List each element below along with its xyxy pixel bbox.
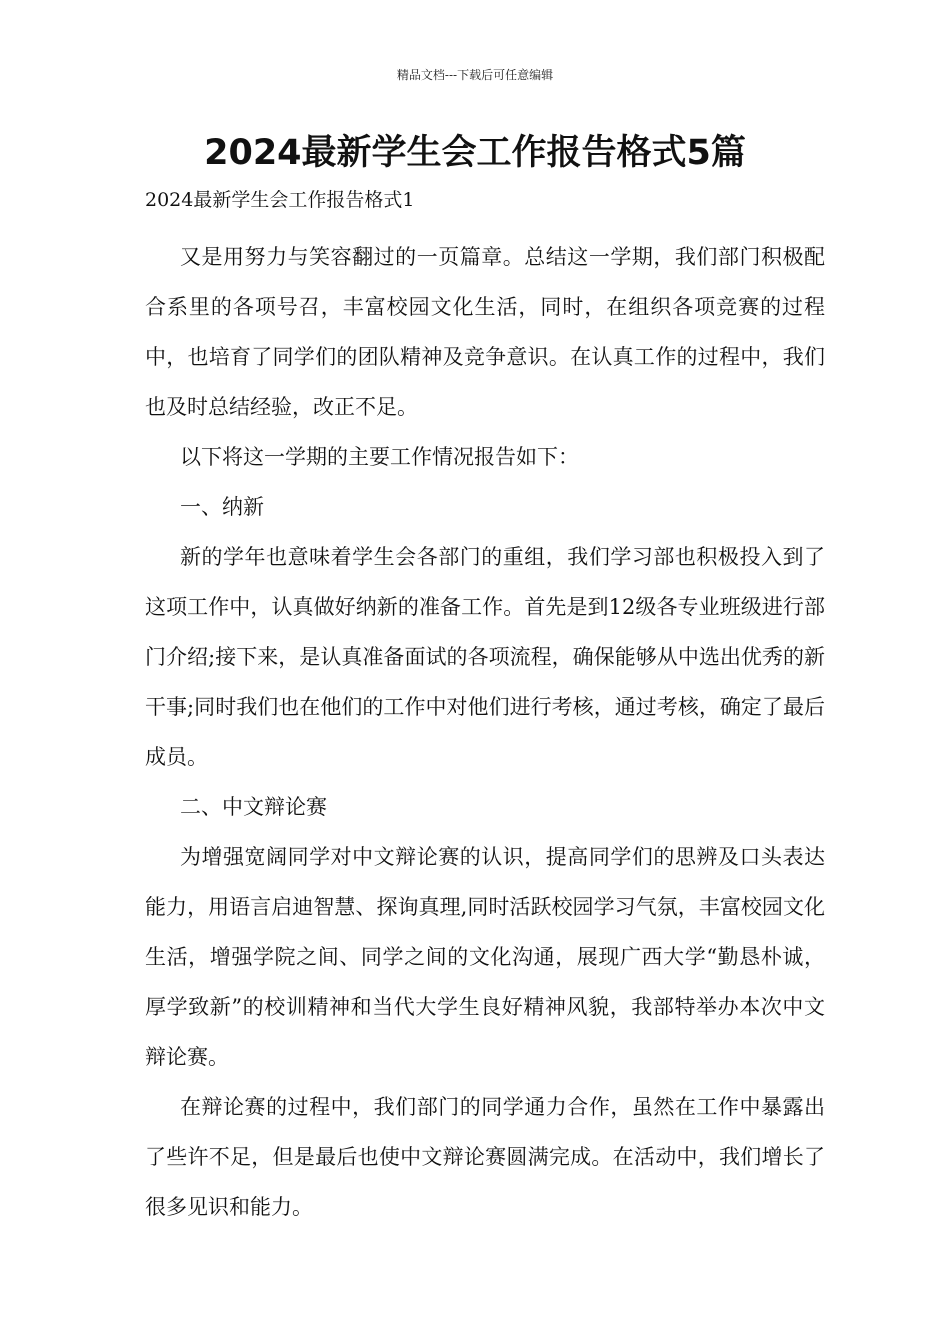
section-heading-recruitment: 一、纳新 <box>180 495 264 519</box>
document-subtitle: 2024最新学生会工作报告格式1 <box>145 189 415 211</box>
paragraph-report-lead: 以下将这一学期的主要工作情况报告如下： <box>180 445 579 469</box>
document-body <box>145 232 825 1232</box>
paragraph-debate-result: 在辩论赛的过程中，我们部门的同学通力合作，虽然在工作中暴露出了些许不足，但是最后也使中文辩论赛圆满完成。在活动中，我们增长了很多见识和能力。 <box>145 1095 825 1219</box>
paragraph-intro: 又是用努力与笑容翻过的一页篇章。总结这一学期，我们部门积极配合系里的各项号召，丰富校园文化生活，同时，在组织各项竞赛的过程中，也培育了同学们的团队精神及竞争意识。在认真工作的过程中，我们也及时总结经验，改正不足。 <box>145 245 825 419</box>
section-heading-debate: 二、中文辩论赛 <box>180 795 327 819</box>
document-title: 2024最新学生会工作报告格式5篇 <box>204 133 746 173</box>
paragraph-recruitment: 新的学年也意味着学生会各部门的重组，我们学习部也积极投入到了这项工作中，认真做好纳新的准备工作。首先是到12级各专业班级进行部门介绍;接下来，是认真准备面试的各项流程，确保能够从中选出优秀的新干事;同时我们也在他们的工作中对他们进行考核，通过考核，确定了最后成员。 <box>145 545 825 769</box>
page-header: 精品文档---下载后可任意编辑 <box>396 68 554 82</box>
paragraph-debate-purpose: 为增强宽阔同学对中文辩论赛的认识，提高同学们的思辨及口头表达能力，用语言启迪智慧、探询真理,同时活跃校园学习气氛，丰富校园文化生活，增强学院之间、同学之间的文化沟通，展现广西大学“勤恳朴诚，厚学致新”的校训精神和当代大学生良好精神风貌，我部特举办本次中文辩论赛。 <box>145 845 825 1069</box>
